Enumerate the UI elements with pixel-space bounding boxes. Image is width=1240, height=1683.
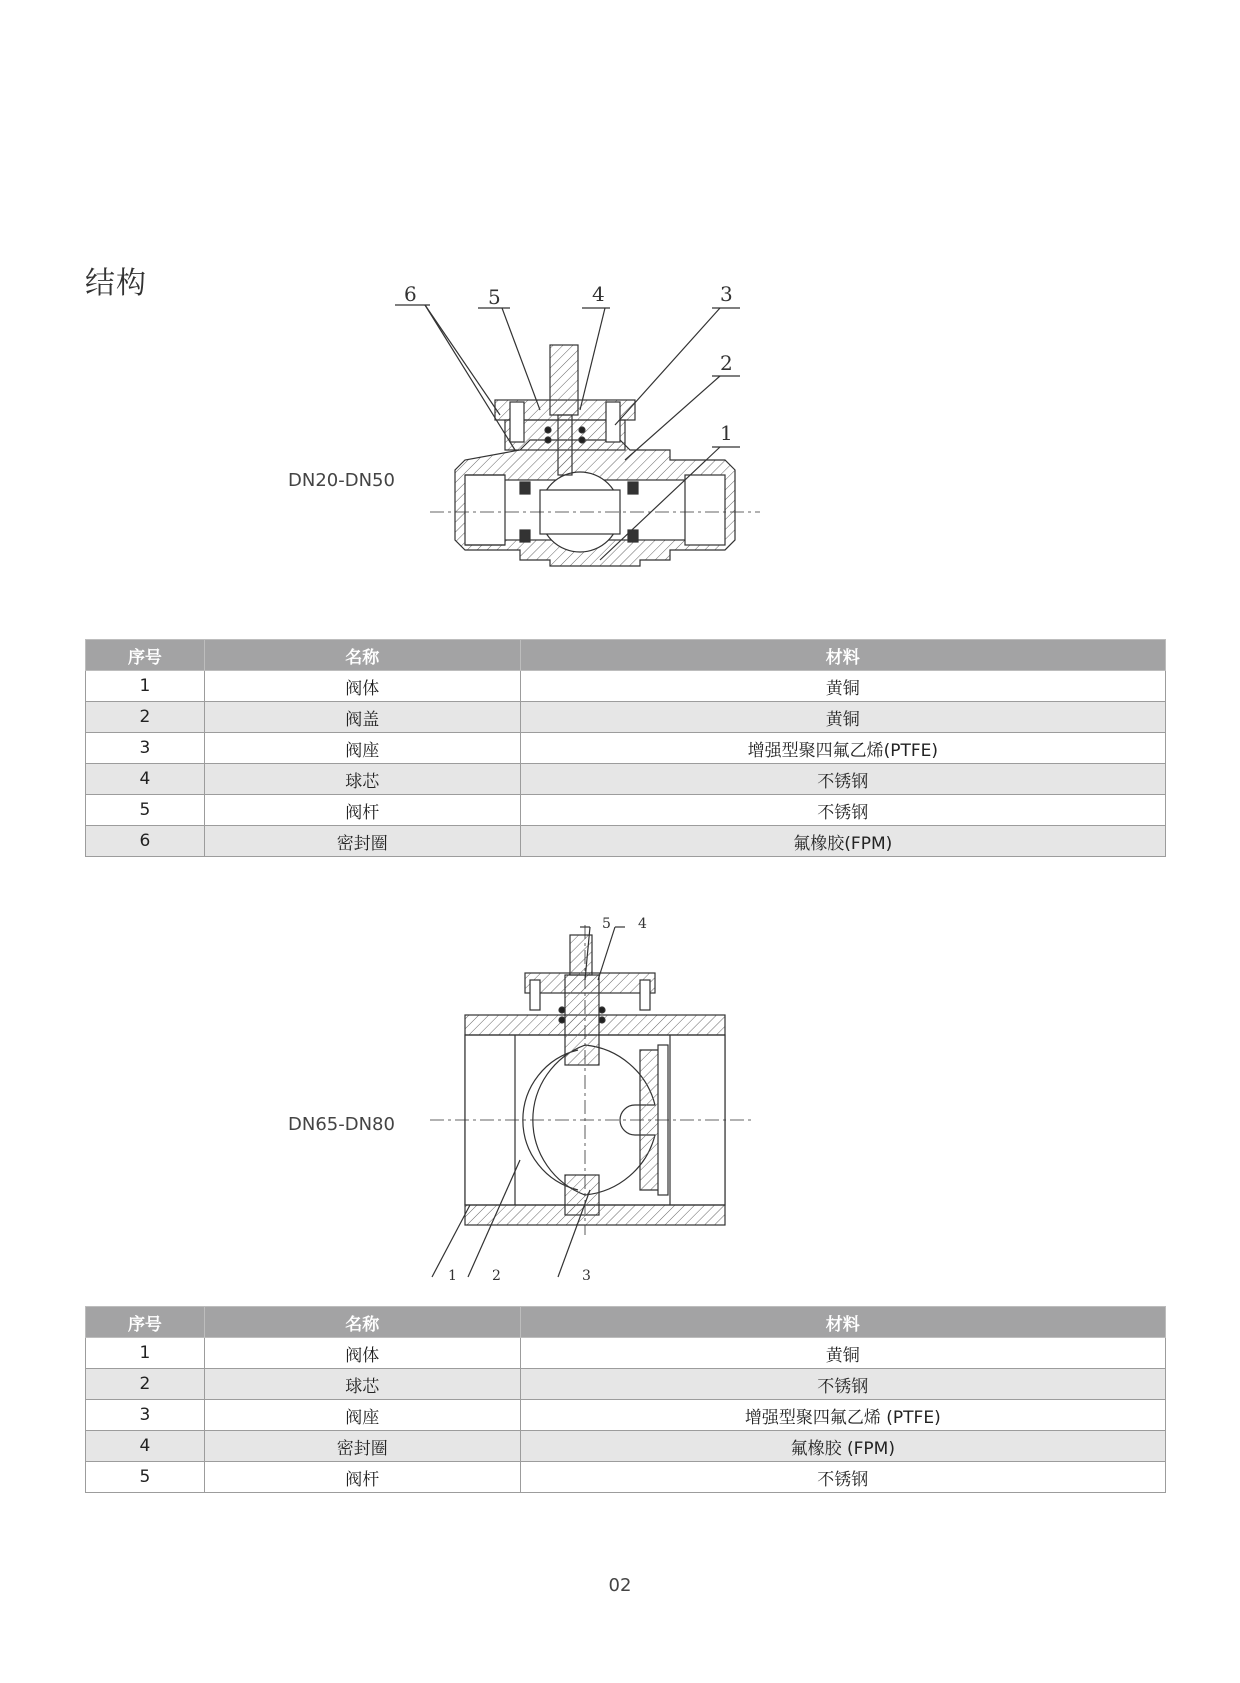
table-row: 4 密封圈 氟橡胶 (FPM): [86, 1431, 1166, 1462]
table-row: 2 阀盖 黄铜: [86, 702, 1166, 733]
callout-1: 1: [448, 1268, 457, 1284]
table-row: 6 密封圈 氟橡胶(FPM): [86, 826, 1166, 857]
table-row: 4 球芯 不锈钢: [86, 764, 1166, 795]
callout-1: 1: [720, 421, 733, 445]
col-header-index: 序号: [86, 1307, 205, 1338]
table-row: 1 阀体 黄铜: [86, 1338, 1166, 1369]
model-label-dn20-dn50: DN20-DN50: [288, 470, 395, 491]
parts-table-dn20-dn50: [85, 639, 1166, 857]
col-header-material: 材料: [520, 1307, 1165, 1338]
table-row: 5 阀杆 不锈钢: [86, 1462, 1166, 1493]
callout-5: 5: [602, 916, 611, 932]
callout-2: 2: [492, 1268, 501, 1284]
section-title: 结构: [85, 266, 147, 301]
callout-5: 5: [488, 285, 501, 309]
callout-2: 2: [720, 351, 733, 375]
page-number: 02: [608, 1575, 632, 1596]
table-row: 5 阀杆 不锈钢: [86, 795, 1166, 826]
valve-diagram-dn65-dn80: [430, 916, 760, 1290]
valve-diagram-dn20-dn50: [404, 282, 780, 610]
model-label-dn65-dn80: DN65-DN80: [288, 1114, 395, 1135]
callout-3: 3: [720, 282, 733, 306]
callout-4: 4: [592, 282, 605, 306]
col-header-name: 名称: [204, 1307, 520, 1338]
table-row: 3 阀座 增强型聚四氟乙烯(PTFE): [86, 733, 1166, 764]
callout-6: 6: [404, 282, 417, 306]
table-row: 3 阀座 增强型聚四氟乙烯 (PTFE): [86, 1400, 1166, 1431]
table-row: 2 球芯 不锈钢: [86, 1369, 1166, 1400]
table-row: 1 阀体 黄铜: [86, 671, 1166, 702]
callout-3: 3: [582, 1268, 591, 1284]
callout-4: 4: [638, 916, 647, 932]
col-header-material: 材料: [520, 640, 1165, 671]
col-header-name: 名称: [204, 640, 520, 671]
col-header-index: 序号: [86, 640, 205, 671]
parts-table-dn65-dn80: [85, 1306, 1166, 1493]
